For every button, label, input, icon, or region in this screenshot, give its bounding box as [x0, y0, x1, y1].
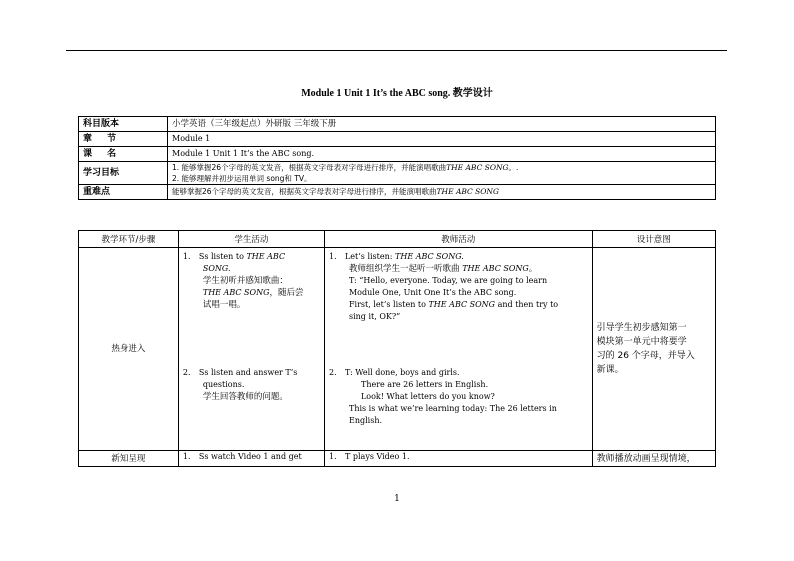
plan-row-warmup: [79, 248, 716, 451]
info-row-objectives: [79, 162, 716, 185]
text: questions.: [202, 380, 245, 389]
info-value: [168, 185, 716, 200]
header-teacher: 教师活动: [324, 231, 592, 248]
text: Ss listen and answer T’s: [198, 368, 298, 377]
objective-1-end: 。.: [508, 163, 519, 172]
text: Module One, Unit One It’s the ABC song.: [348, 288, 517, 297]
stage-cell: 热身进入: [79, 248, 179, 451]
text: THE ABC SONG.: [395, 252, 464, 261]
text: THE ABC: [246, 252, 286, 261]
info-key: 章 节: [79, 132, 168, 147]
text: T: Well done, boys and girls.: [344, 368, 460, 377]
text: 学生回答教师的问题。: [202, 392, 288, 402]
info-key: 学习目标: [79, 162, 168, 185]
objective-2: 2. 能够理解并初步运用单词 song和 TV。: [172, 174, 312, 183]
header-stage: 教学环节/步骤: [79, 231, 179, 248]
list-number: 1.: [182, 452, 191, 461]
text: ，随后尝: [269, 288, 304, 298]
text: THE ABC SONG: [202, 288, 270, 297]
keypoint-text: 能够掌握26个字母的英文发音，根据英文字母表对字母进行排序，并能演唱歌曲: [172, 187, 437, 196]
text: 模块第一单元中将要学: [596, 337, 687, 347]
text: THE ABC SONG: [462, 264, 529, 273]
list-number: 2.: [182, 368, 191, 377]
objective-1: 1. 能够掌握26个字母的英文发音，根据英文字母表对字母进行排序，并能演唱歌曲: [172, 163, 447, 172]
teaching-plan-table: [78, 230, 716, 467]
song-title: THE ABC SONG: [446, 163, 509, 172]
list-number: 1.: [328, 452, 337, 461]
text: T plays Video 1.: [344, 452, 410, 461]
teacher-activity-cell: [324, 451, 592, 467]
text: There are 26 letters in English.: [360, 380, 489, 389]
plan-header-row: [79, 231, 716, 248]
info-value: Module 1: [168, 132, 716, 147]
header-student: 学生活动: [178, 231, 324, 248]
text: 引导学生初步感知第一: [596, 323, 687, 333]
song-title: THE ABC SONG: [436, 187, 499, 196]
text: 学生初听并感知歌曲：: [202, 276, 288, 286]
info-value: Module 1 Unit 1 It’s the ABC song.: [168, 147, 716, 162]
text: 。: [528, 264, 538, 274]
text: T: “Hello, everyone. Today, we are going to learn: [348, 276, 548, 285]
course-info-table: [78, 116, 716, 200]
design-intent-cell: 教师播放动画呈现情境，: [592, 451, 715, 467]
text: Look! What letters do you know?: [360, 392, 495, 401]
info-value: [168, 162, 716, 185]
plan-row-new-knowledge: [79, 451, 716, 467]
text: 习的 26 个字母，并导入: [596, 351, 695, 361]
list-number: 1.: [328, 252, 337, 261]
info-key: 科目版本: [79, 117, 168, 132]
text: English.: [348, 416, 383, 425]
design-intent-cell: [592, 248, 715, 451]
text: 试唱一唱。: [202, 300, 246, 310]
list-number: 1.: [182, 252, 191, 261]
text: This is what we’re learning today: The 26 letters in: [348, 404, 557, 413]
document-title: Module 1 Unit 1 It’s the ABC song. 教学设计: [301, 88, 493, 99]
page-number: 1: [394, 494, 400, 504]
text: Ss watch Video 1 and get: [198, 452, 302, 461]
text: sing it, OK?”: [348, 312, 401, 321]
text: 教师组织学生一起听一听歌曲: [348, 264, 463, 274]
info-row-chapter: [79, 132, 716, 147]
text: Ss listen to: [198, 252, 247, 261]
info-key: 课 名: [79, 147, 168, 162]
header-intent: 设计意图: [592, 231, 715, 248]
info-key: 重难点: [79, 185, 168, 200]
text: 新课。: [596, 365, 624, 375]
header-rule: [66, 50, 727, 51]
info-row-keypoints: [79, 185, 716, 200]
teacher-activity-cell: [324, 248, 592, 451]
text: SONG.: [202, 264, 231, 273]
text: Let’s listen:: [344, 252, 395, 261]
text: and then try to: [495, 300, 559, 309]
text: First, let’s listen to: [348, 300, 429, 309]
info-row-version: [79, 117, 716, 132]
info-value: 小学英语（三年级起点）外研版 三年级下册: [168, 117, 716, 132]
info-row-lesson: [79, 147, 716, 162]
text: THE ABC SONG: [428, 300, 496, 309]
stage-cell: 新知呈现: [79, 451, 179, 467]
student-activity-cell: [178, 451, 324, 467]
list-number: 2.: [328, 368, 337, 377]
student-activity-cell: [178, 248, 324, 451]
